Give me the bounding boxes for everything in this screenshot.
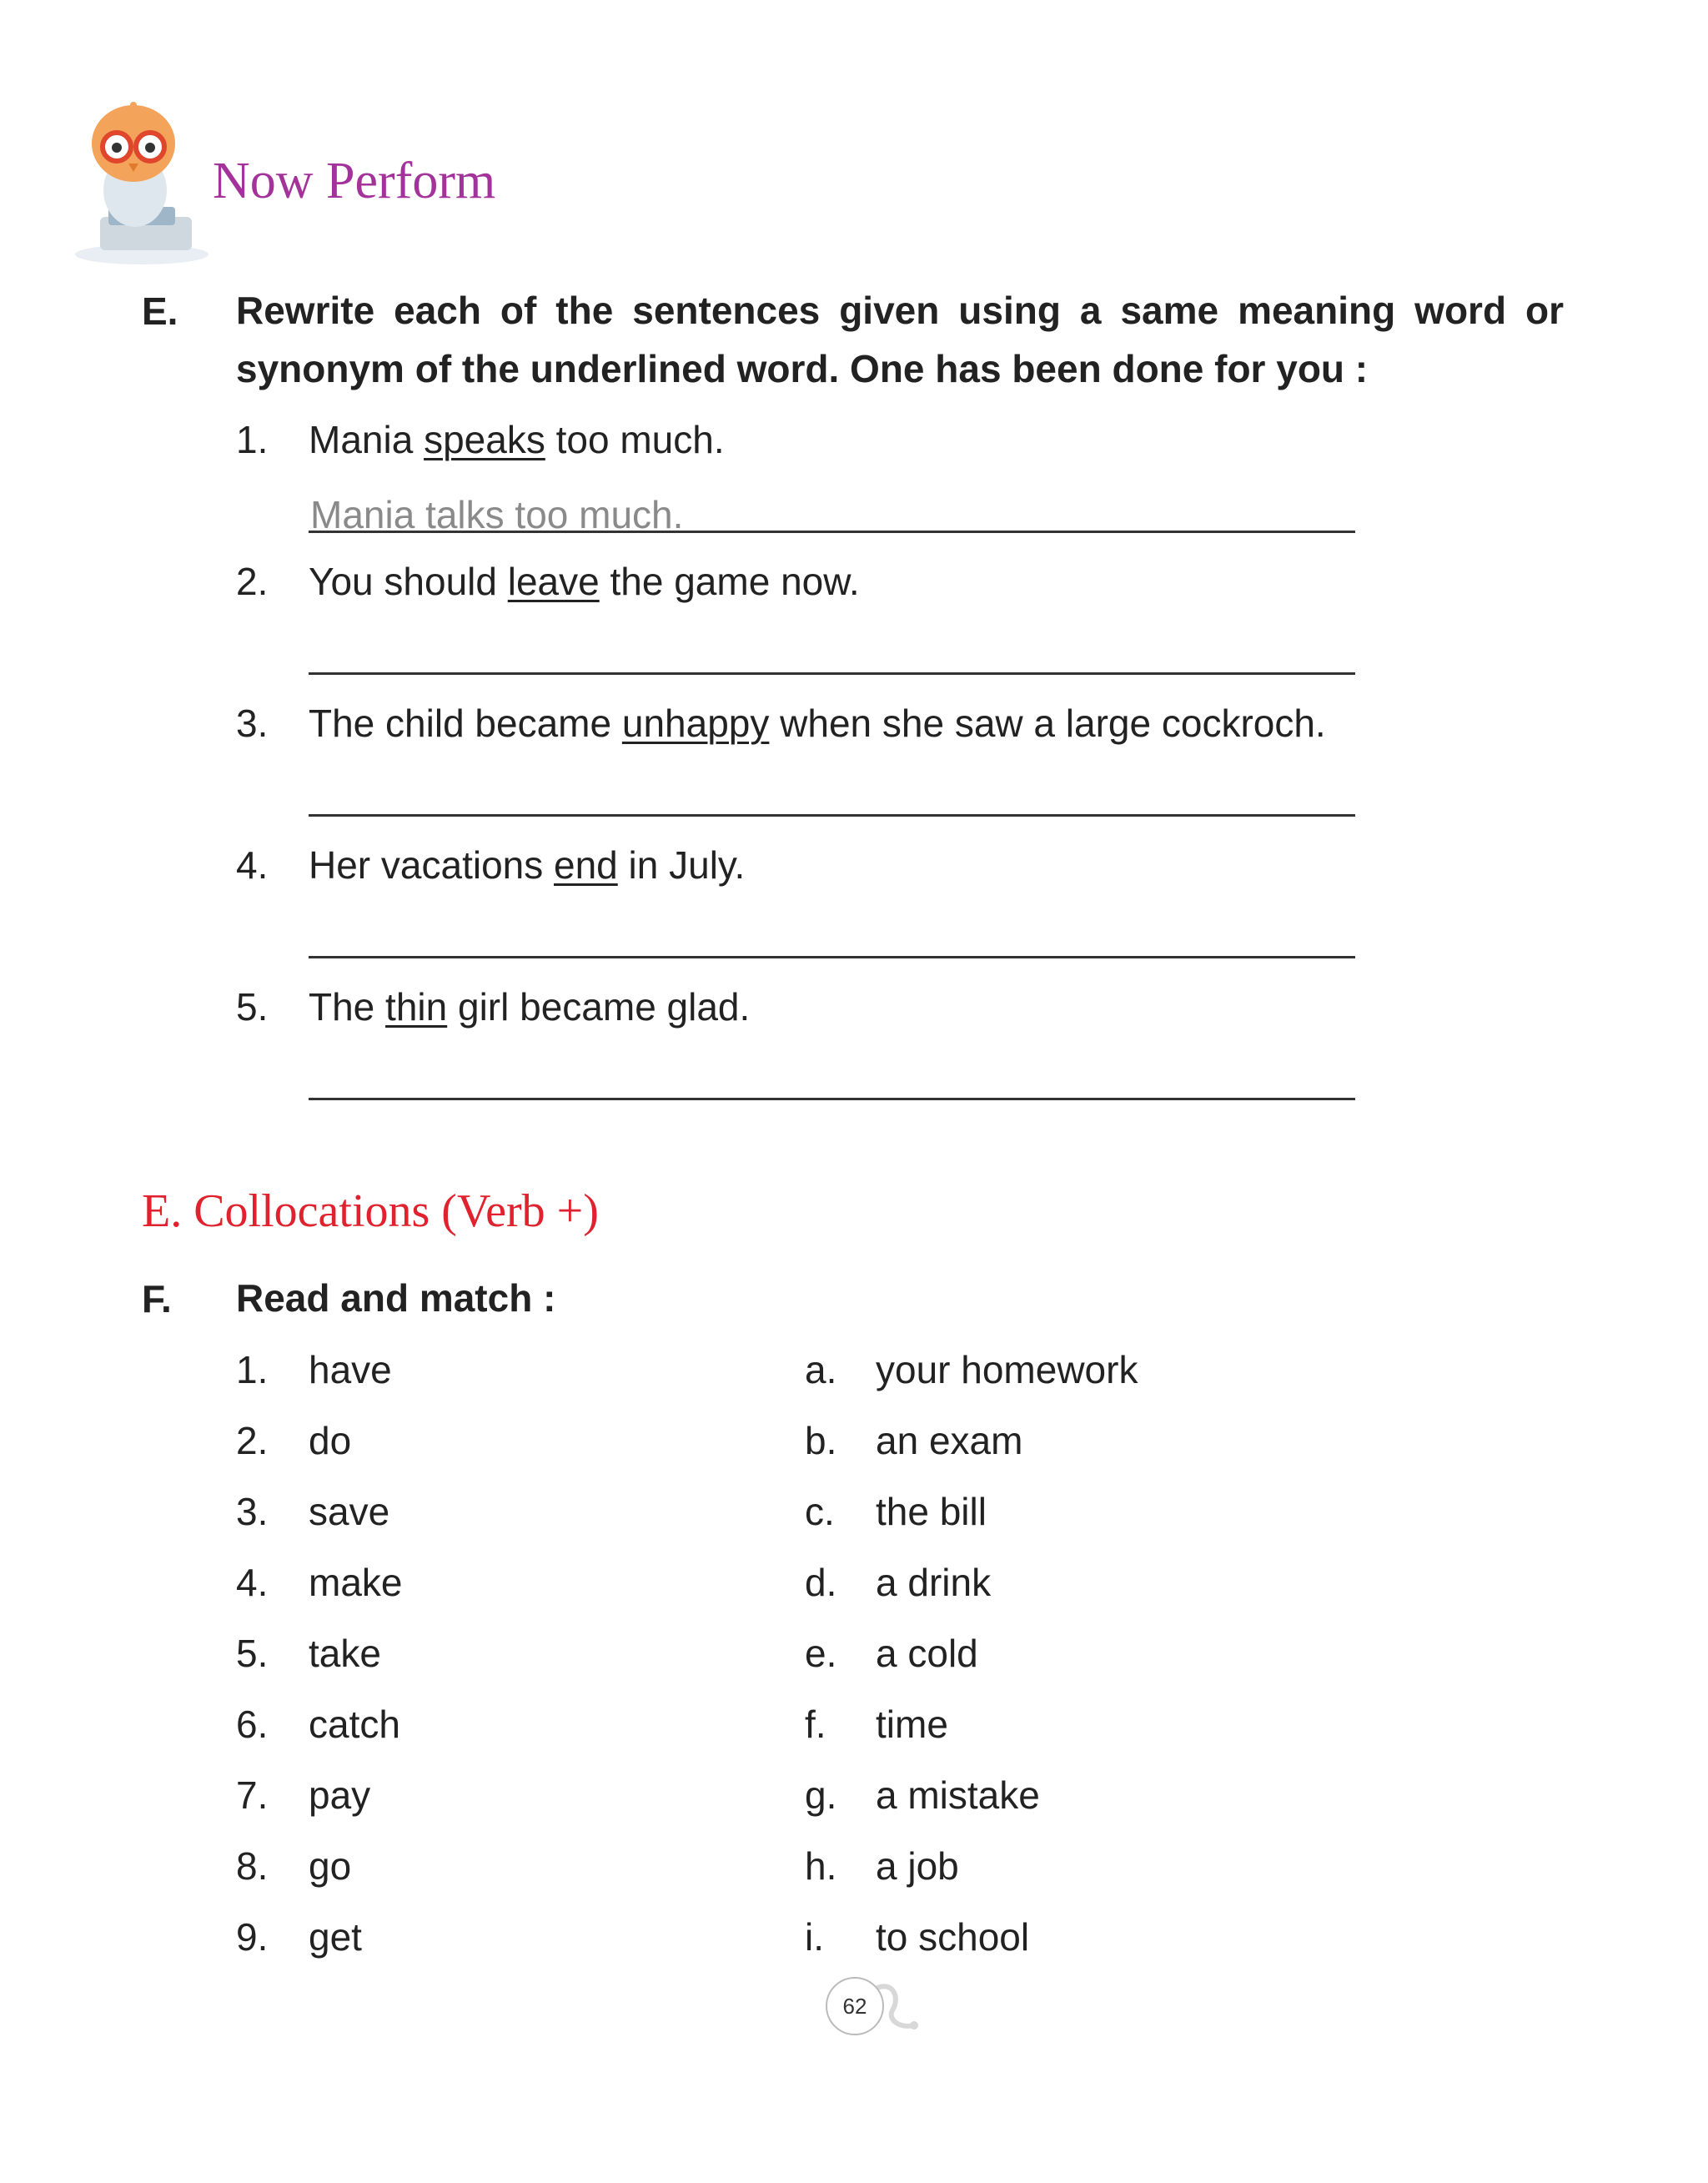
match-right-letter: e. bbox=[805, 1632, 837, 1675]
match-left-number: 4. bbox=[236, 1561, 269, 1604]
sentence: The child became unhappy when she saw a large cockroch. bbox=[309, 702, 1326, 745]
match-left-word: save bbox=[309, 1490, 390, 1533]
sentence: You should leave the game now. bbox=[309, 560, 860, 603]
section-title: Now Perform bbox=[213, 153, 496, 209]
match-left-number: 3. bbox=[236, 1490, 269, 1533]
exercise-e-instruction bbox=[236, 281, 1564, 398]
match-right-phrase: a drink bbox=[876, 1561, 992, 1604]
match-left-word: catch bbox=[309, 1703, 400, 1746]
match-right-phrase: time bbox=[876, 1703, 948, 1746]
match-left-word: get bbox=[309, 1915, 362, 1959]
match-right-phrase: your homework bbox=[876, 1348, 1138, 1391]
match-left-number: 2. bbox=[236, 1419, 269, 1462]
answer-line[interactable] bbox=[309, 672, 1355, 675]
match-left-number: 5. bbox=[236, 1632, 269, 1675]
match-right-phrase: a cold bbox=[876, 1632, 978, 1675]
answer-line[interactable] bbox=[309, 1098, 1355, 1100]
underlined-word: unhappy bbox=[621, 702, 770, 745]
match-right-letter: a. bbox=[805, 1348, 837, 1391]
exercise-e-letter: E. bbox=[142, 289, 178, 333]
page-number: 62 bbox=[826, 1977, 884, 2035]
match-left-number: 1. bbox=[236, 1348, 269, 1391]
match-right-letter: h. bbox=[805, 1844, 837, 1888]
instruction-line-1: Rewrite each of the sentences given using a same meaning word or bbox=[236, 289, 1564, 332]
match-left-word: pay bbox=[309, 1773, 371, 1817]
answer-line[interactable] bbox=[309, 956, 1355, 958]
match-right-phrase: to school bbox=[876, 1915, 1030, 1959]
item-number: 5. bbox=[236, 985, 269, 1029]
match-right-letter: c. bbox=[805, 1490, 835, 1533]
match-right-letter: d. bbox=[805, 1561, 837, 1604]
underlined-word: speaks bbox=[424, 418, 545, 461]
sentence: Mania speaks too much. bbox=[309, 418, 725, 461]
match-right-letter: f. bbox=[805, 1703, 826, 1746]
item-number: 1. bbox=[236, 418, 269, 461]
sample-answer: Mania talks too much. bbox=[310, 493, 684, 536]
match-left-word: have bbox=[309, 1348, 392, 1391]
match-right-phrase: a job bbox=[876, 1844, 959, 1888]
match-left-number: 7. bbox=[236, 1773, 269, 1817]
instruction-line-2: synonym of the underlined word. One has been done for you : bbox=[236, 347, 1369, 390]
match-right-letter: b. bbox=[805, 1419, 837, 1462]
match-right-letter: i. bbox=[805, 1915, 824, 1959]
match-right-letter: g. bbox=[805, 1773, 837, 1817]
exercise-f-letter: F. bbox=[142, 1277, 172, 1320]
underlined-word: thin bbox=[385, 985, 448, 1029]
sentence: The thin girl became glad. bbox=[309, 985, 751, 1029]
match-left-number: 8. bbox=[236, 1844, 269, 1888]
match-right-phrase: the bill bbox=[876, 1490, 987, 1533]
item-number: 2. bbox=[236, 560, 269, 603]
page-number-badge bbox=[826, 1977, 934, 2035]
item-number: 3. bbox=[236, 702, 269, 745]
match-left-word: make bbox=[309, 1561, 403, 1604]
match-left-word: go bbox=[309, 1844, 352, 1888]
match-left-word: take bbox=[309, 1632, 381, 1675]
underlined-word: end bbox=[554, 843, 618, 887]
sentence: Her vacations end in July. bbox=[309, 843, 746, 887]
item-number: 4. bbox=[236, 843, 269, 887]
exercise-f-instruction: Read and match : bbox=[236, 1276, 556, 1320]
match-left-number: 6. bbox=[236, 1703, 269, 1746]
underlined-word: leave bbox=[507, 560, 600, 603]
section-heading: E. Collocations (Verb +) bbox=[142, 1185, 599, 1237]
answer-line[interactable] bbox=[309, 531, 1355, 533]
match-left-word: do bbox=[309, 1419, 352, 1462]
match-right-phrase: a mistake bbox=[876, 1773, 1040, 1817]
match-right-phrase: an exam bbox=[876, 1419, 1023, 1462]
owl-mascot-icon bbox=[67, 92, 217, 267]
match-left-number: 9. bbox=[236, 1915, 269, 1959]
answer-line[interactable] bbox=[309, 814, 1355, 817]
